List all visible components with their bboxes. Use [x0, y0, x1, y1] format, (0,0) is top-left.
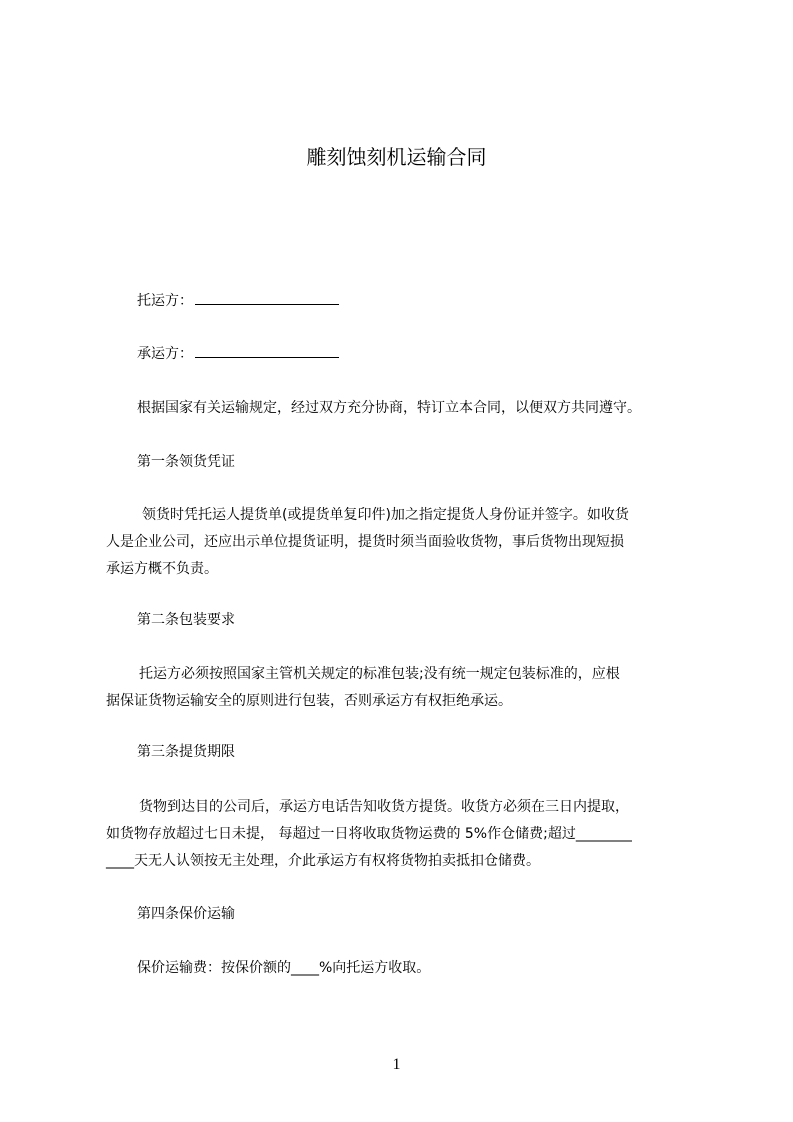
article2-paragraph: [106, 661, 706, 715]
article3-line-3: ____天无人认领按无主处理，介此承运方有权将货物拍卖抵扣仓储费。: [106, 853, 540, 869]
article1-line-1: 领货时凭托运人提货单(或提货单复印件)加之指定提货人身份证并签字。如收货: [142, 507, 629, 523]
article3-heading: 第三条提货期限: [137, 744, 235, 760]
article1-line-3: 承运方概不负责。: [106, 561, 218, 577]
page-title: 雕刻蚀刻机运输合同: [306, 145, 487, 169]
shipper-blank: [195, 290, 339, 305]
article2-heading: 第二条包装要求: [137, 612, 235, 628]
shipper-line: [137, 290, 339, 312]
shipper-label: 托运方：: [137, 293, 193, 309]
intro-paragraph: 根据国家有关运输规定，经过双方充分协商，特订立本合同，以便双方共同遵守。: [137, 400, 641, 416]
article1-line-2: 人是企业公司，还应出示单位提货证明，提货时须当面验收货物，事后货物出现短损: [106, 534, 624, 550]
article3-line-2: 如货物存放超过七日未提， 每超过一日将收取货物运费的 5%作仓储费;超过________: [106, 826, 632, 842]
article1-heading: 第一条领货凭证: [137, 454, 235, 470]
article3-line-1: 货物到达目的公司后，承运方电话告知收货方提货。收货方必须在三日内提取，: [139, 799, 629, 815]
page-number: 1: [392, 1056, 401, 1073]
article4-heading: 第四条保价运输: [137, 906, 235, 922]
carrier-blank: [195, 343, 339, 358]
article4-text: 保价运输费：按保价额的____%向托运方收取。: [137, 960, 431, 976]
carrier-line: [137, 343, 339, 365]
article1-paragraph: [106, 502, 706, 583]
article3-paragraph: [106, 794, 706, 875]
article2-line-2: 据保证货物运输安全的原则进行包装，否则承运方有权拒绝承运。: [106, 693, 512, 709]
article2-line-1: 托运方必须按照国家主管机关规定的标准包装;没有统一规定包装标准的，应根: [139, 666, 620, 682]
carrier-label: 承运方：: [137, 346, 193, 362]
